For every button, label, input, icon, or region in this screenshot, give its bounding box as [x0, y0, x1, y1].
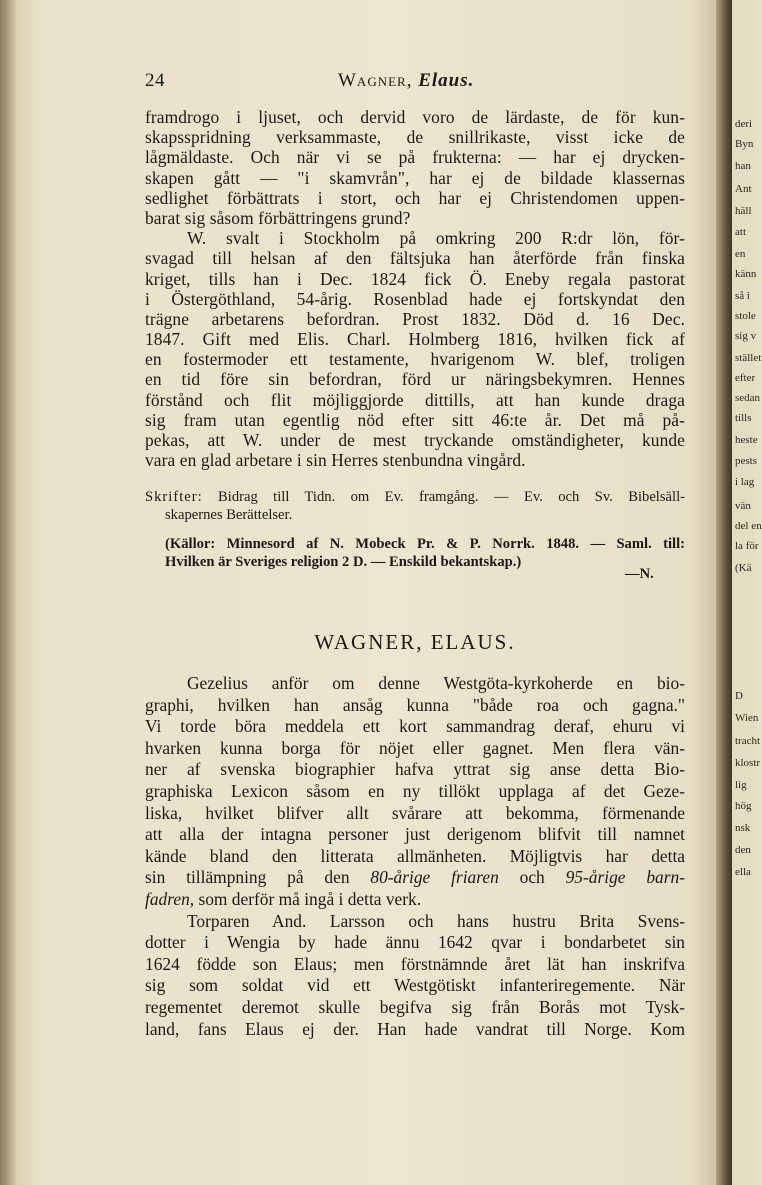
facing-page-fragment: pests — [735, 455, 757, 467]
facing-page-fragment: efter — [735, 372, 756, 384]
first-article-body — [145, 107, 685, 470]
text-line: framdrogo i ljuset, och dervid voro de lärdaste, de för kun- — [145, 107, 685, 127]
text-line: land, fans Elaus ej der. Han hade vandrat till Norge. Kom — [145, 1018, 685, 1039]
page-number: 24 — [145, 70, 165, 91]
text-line: i Östergöthland, 54-årig. Rosenblad hade ej fortskyndat den — [145, 288, 685, 309]
facing-page-fragment: stole — [735, 310, 756, 322]
facing-page-fragment: tracht — [735, 735, 761, 747]
facing-page-fragment: Ant — [735, 183, 752, 195]
sources-line: (Källor: Minnesord af N. Mobeck Pr. & P. Norrk. 1848. — Saml. till: — [165, 536, 685, 552]
text-fragment: och — [519, 867, 545, 888]
skrifter-block — [145, 488, 685, 524]
facing-page-fragment: ella — [735, 866, 751, 878]
text-line: att alla der intagna personer just derigenom blifvit till namnet — [145, 824, 685, 845]
text-line: förstånd och flit möjliggjorde dittills, att han kunde draga — [145, 389, 685, 410]
text-line: graphiska Lexicon såsom en ny tillökt upplaga af det Geze- — [145, 780, 685, 801]
facing-page-fragment: i lag — [735, 476, 755, 488]
sources-line: Hvilken är Sveriges religion 2 D. — Enskild bekantskap.) — [165, 554, 522, 570]
text-line: sig fram utan egentlig nöd efter sitt 46:te år. Det må på- — [145, 409, 685, 430]
text-line: skapsspridning verksammaste, de snillrikaste, visst icke de — [145, 127, 685, 148]
running-head-surname: Wagner, — [338, 70, 413, 91]
italic-fragment: 80-årige friaren — [370, 867, 499, 888]
text-line-with-italics — [145, 867, 685, 889]
text-line: Vi torde böra meddela ett kort sammandrag deraf, ehuru vi — [145, 716, 685, 737]
facing-page-fragment: vän — [735, 500, 751, 512]
facing-page-fragment: tills — [735, 412, 752, 424]
text-line: skapen gått — "i skamvrån", har ej de bildade klassernas — [145, 167, 685, 188]
text-line-with-italics — [145, 889, 685, 911]
second-article-body — [145, 673, 685, 1040]
running-head — [338, 70, 474, 92]
skrifter-text: Bidrag till Tidn. om Ev. framgång. — Ev. och Sv. Bibelsäll- — [218, 489, 685, 505]
facing-page-sliver — [732, 0, 762, 1185]
facing-page-fragment: att — [735, 226, 746, 238]
facing-page-fragment: den — [735, 844, 751, 856]
text-line: 1624 födde son Elaus; men förstnämnde året lät han inskrifva — [145, 953, 685, 974]
author-signature: —N. — [625, 566, 654, 582]
text-fragment: sin tillämpning på den — [145, 867, 350, 888]
facing-page-fragment: han — [735, 160, 751, 172]
page-left-edge — [0, 0, 16, 1185]
skrifter-label: Skrifter: — [145, 489, 203, 505]
facing-page-fragment: Wien — [735, 712, 759, 724]
text-line: kände bland den litterata allmänheten. Möjligtvis har detta — [145, 845, 685, 866]
facing-page-fragment: nsk — [735, 822, 751, 834]
text-line: kriget, tills han i Dec. 1824 fick Ö. Eneby regala pastorat — [145, 268, 685, 289]
facing-page-fragment: heste — [735, 434, 758, 446]
article-title: WAGNER, ELAUS. — [314, 630, 516, 654]
text-line: en tid före sin befordran, förd ur näringsbekymren. Hennes — [145, 369, 685, 390]
text-line: graphi, hvilken han ansåg kunna "både roa och gagna." — [145, 694, 685, 715]
text-line: W. svalt i Stockholm på omkring 200 R:dr lön, för- — [187, 228, 685, 249]
text-line: dotter i Wengia by hade ännu 1642 qvar i bondarbetet sin — [145, 932, 685, 953]
facing-page-fragment: häll — [735, 205, 752, 217]
page-header — [145, 70, 685, 100]
text-line: barat sig såsom förbättringens grund? — [145, 207, 411, 228]
book-gutter — [716, 0, 732, 1185]
skrifter-line: skapernes Berättelser. — [165, 507, 293, 523]
text-line: hvarken kunna borga för nöjet eller gagnet. Men flera vän- — [145, 737, 685, 758]
text-line: ner af svenska biographier hafva yttrat sig anse detta Bio- — [145, 759, 685, 780]
text-line: trägne arbetarens befordran. Prost 1832. Död d. 16 Dec. — [145, 308, 685, 329]
facing-page-fragment: del en — [735, 520, 762, 532]
facing-page-fragment: D — [735, 690, 743, 702]
facing-page-fragment: så i — [735, 290, 750, 302]
facing-page-fragment: känn — [735, 268, 757, 280]
skrifter-line — [145, 488, 685, 506]
text-line: vara en glad arbetare i sin Herres stenbundna vingård. — [145, 450, 526, 471]
italic-fragment: fadren, — [145, 888, 195, 909]
facing-page-fragment: (Kä — [735, 562, 752, 574]
text-line: sig som soldat vid ett Westgötiskt infanteriregemente. När — [145, 975, 685, 996]
facing-page-fragment: hög — [735, 800, 752, 812]
facing-page-fragment: deri — [735, 118, 753, 130]
facing-page-fragment: sig v — [735, 330, 757, 342]
facing-page-fragment: Byn — [735, 138, 754, 150]
facing-page-fragment: sedan — [735, 392, 761, 404]
text-line: Gezelius anför om denne Westgöta-kyrkoherde en bio- — [187, 673, 685, 693]
italic-fragment: 95-årige barn- — [565, 867, 685, 888]
running-head-given-name: Elaus. — [418, 70, 475, 91]
sources-block — [145, 535, 685, 571]
text-line: Torparen And. Larsson och hans hustru Brita Svens- — [187, 910, 685, 931]
text-line: svagad till helsan af den fältsjuka han återförde från finska — [145, 248, 685, 269]
text-line: regementet deremot skulle begifva sig från Borås mot Tysk- — [145, 996, 685, 1017]
text-line: sedlighet förbättrats i stort, och har ej Christendomen uppen- — [145, 187, 685, 208]
facing-page-fragment: en — [735, 248, 746, 260]
text-line: 1847. Gift med Elis. Charl. Holmberg 1816, hvilken fick af — [145, 329, 685, 350]
facing-page-fragment: la för — [735, 540, 759, 552]
facing-page-fragment: stället — [735, 352, 762, 364]
facing-page-fragment: lig — [735, 779, 747, 791]
text-line: pekas, att W. under de mest tryckande omständigheter, kunde — [145, 430, 685, 450]
text-fragment: som derför må ingå i detta verk. — [198, 888, 422, 909]
text-line: liska, hvilket blifver allt svårare att bekomma, förmenande — [145, 802, 685, 823]
text-line: en fostermoder ett testamente, hvarigenom W. blef, troligen — [145, 349, 685, 370]
facing-page-fragment: klostr — [735, 757, 761, 769]
text-line: lågmäldaste. Och när vi se på frukterna: — har ej drycken- — [145, 147, 685, 168]
